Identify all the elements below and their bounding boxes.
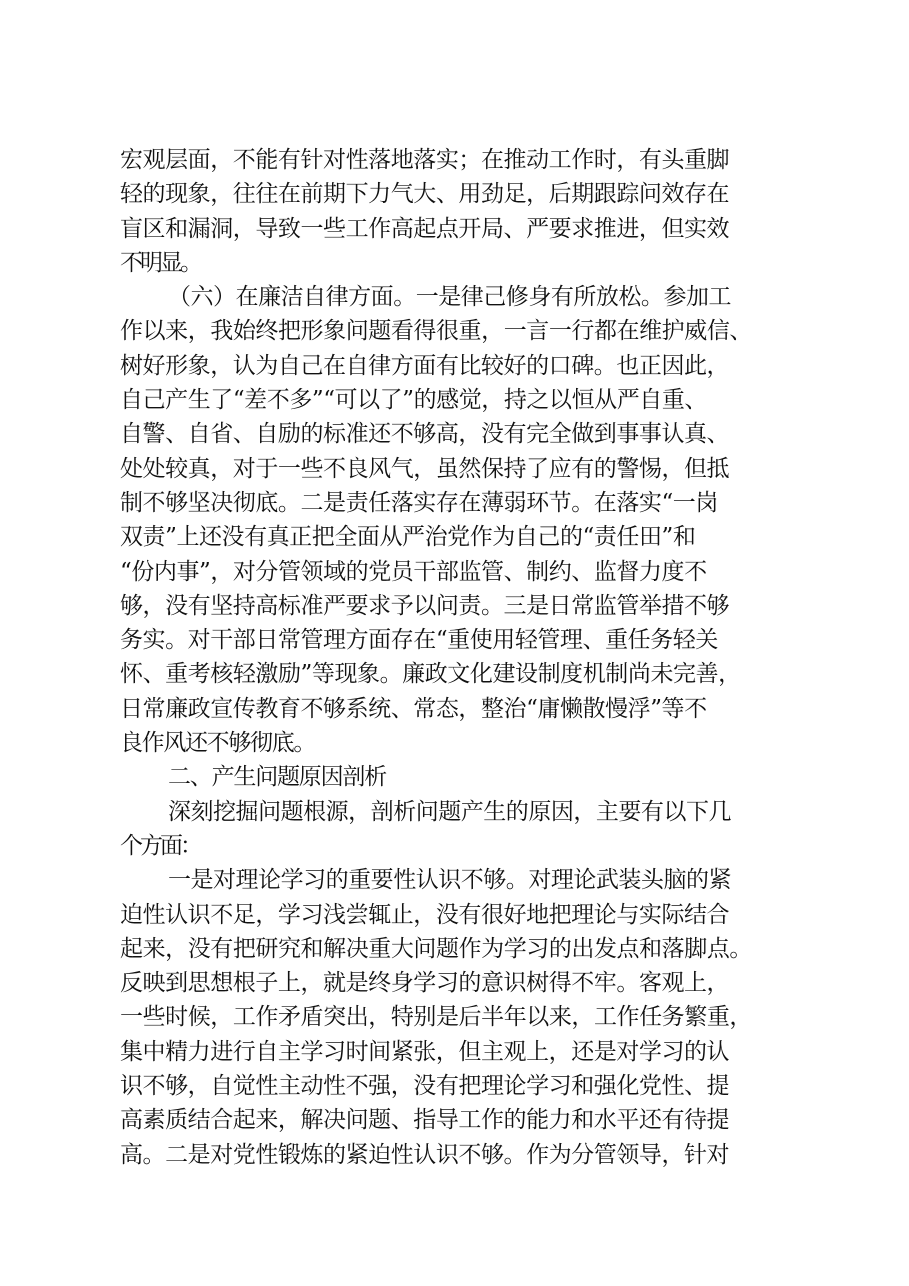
text-line: 处处较真，对于一些不良风气，虽然保持了应有的警惕，但抵 xyxy=(120,455,730,482)
text-line: 不明显。 xyxy=(120,249,200,276)
text-line: 二、产生问题原因剖析 xyxy=(168,764,387,791)
text-line: 自己产生了“差不多”“可以了”的感觉，持之以恒从严自重、 xyxy=(120,387,707,414)
text-line: 良作风还不够彻底。 xyxy=(120,730,316,757)
text-line: 高素质结合起来，解决问题、指导工作的能力和水平还有待提 xyxy=(120,1107,730,1134)
text-line: 怀、重考核轻激励”等现象。廉政文化建设制度机制尚未完善， xyxy=(120,661,741,688)
text-line: 起来，没有把研究和解决重大问题作为学习的出发点和落脚点。 xyxy=(120,935,752,962)
text-line: 一是对理论学习的重要性认识不够。对理论武装头脑的紧 xyxy=(168,867,732,894)
text-line: “份内事”，对分管领域的党员干部监管、制约、监督力度不 xyxy=(120,558,707,585)
text-line: 盲区和漏洞，导致一些工作高起点开局、严要求推进，但实效 xyxy=(120,215,730,242)
text-line: 务实。对干部日常管理方面存在“重使用轻管理、重任务轻关 xyxy=(120,627,718,654)
text-line: 迫性认识不足，学习浅尝辄止，没有很好地把理论与实际结合 xyxy=(120,901,730,928)
text-line: 识不够，自觉性主动性不强，没有把理论学习和强化党性、提 xyxy=(120,1073,730,1100)
text-line: 双责”上还没有真正把全面从严治党作为自己的“责任田”和 xyxy=(120,524,696,551)
text-line: （六）在廉洁自律方面。一是律己修身有所放松。参加工 xyxy=(168,284,732,311)
text-line: 反映到思想根子上，就是终身学习的意识树得不牢。客观上， xyxy=(120,970,730,997)
text-line: 树好形象，认为自己在自律方面有比较好的口碑。也正因此， xyxy=(120,352,730,379)
text-line: 深刻挖掘问题根源，剖析问题产生的原因，主要有以下几 xyxy=(168,798,732,825)
text-line: 作以来，我始终把形象问题看得很重，一言一行都在维护威信、 xyxy=(120,318,752,345)
text-line: 自警、自省、自励的标准还不够高，没有完全做到事事认真、 xyxy=(120,421,730,448)
text-line: 个方面： xyxy=(120,832,200,859)
text-line: 一些时候，工作矛盾突出，特别是后半年以来，工作任务繁重， xyxy=(120,1004,752,1031)
text-line: 制不够坚决彻底。二是责任落实存在薄弱环节。在落实“一岗 xyxy=(120,489,718,516)
document-body xyxy=(120,143,820,1172)
text-line: 高。二是对党性锻炼的紧迫性认识不够。作为分管领导，针对 xyxy=(120,1141,730,1168)
text-line: 集中精力进行自主学习时间紧张，但主观上，还是对学习的认 xyxy=(120,1038,730,1065)
text-line: 日常廉政宣传教育不够系统、常态，整治“庸懒散慢浮”等不 xyxy=(120,695,707,722)
text-line: 够，没有坚持高标准严要求予以问责。三是日常监管举措不够 xyxy=(120,592,730,619)
text-line: 宏观层面，不能有针对性落地落实；在推动工作时，有头重脚 xyxy=(120,147,730,173)
text-line: 轻的现象，往往在前期下力气大、用劲足，后期跟踪问效存在 xyxy=(120,181,730,208)
